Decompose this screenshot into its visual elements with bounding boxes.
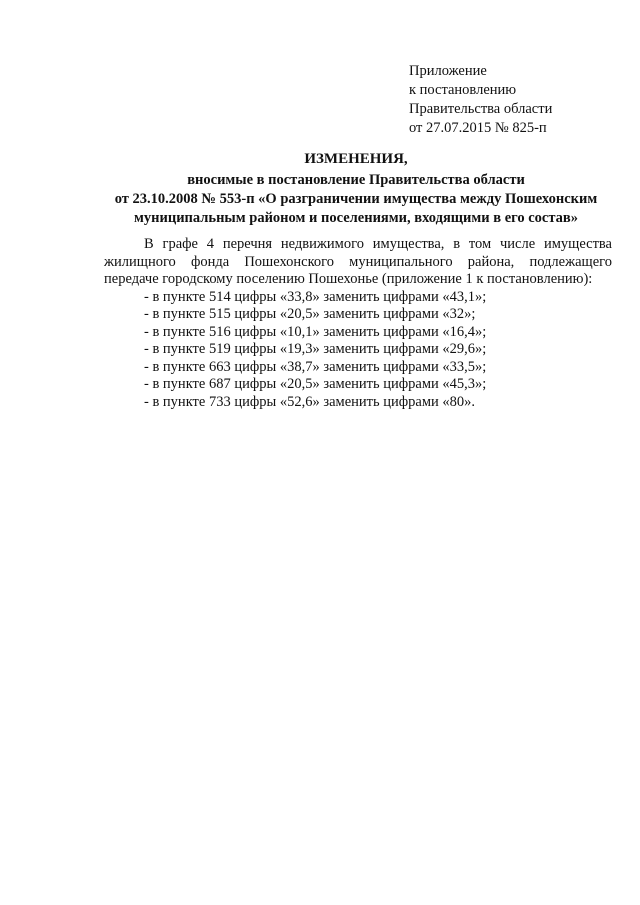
annex-block [409, 62, 552, 138]
document-title: ИЗМЕНЕНИЯ, [304, 151, 408, 167]
annex-line: к постановлению [409, 82, 517, 98]
heading-line: от 23.10.2008 № 553-п «О разграничении имущества между Пошехонским [114, 191, 598, 207]
list-item: - в пункте 687 цифры «20,5» заменить цифрами «45,3»; [144, 376, 487, 392]
document-heading [96, 150, 616, 228]
heading-line: вносимые в постановление Правительства области [187, 172, 525, 188]
list-item: - в пункте 515 цифры «20,5» заменить цифрами «32»; [144, 306, 476, 322]
list-item: - в пункте 514 цифры «33,8» заменить цифрами «43,1»; [144, 288, 487, 305]
list-item: - в пункте 519 цифры «19,3» заменить цифрами «29,6»; [144, 341, 487, 357]
changes-list [104, 289, 612, 412]
annex-date-number: от 27.07.2015 № 825-п [409, 120, 547, 136]
list-item: - в пункте 733 цифры «52,6» заменить цифрами «80». [144, 393, 476, 410]
annex-line: Правительства области [409, 101, 553, 117]
list-item: - в пункте 516 цифры «10,1» заменить цифрами «16,4»; [144, 323, 487, 340]
list-item: - в пункте 663 цифры «38,7» заменить цифрами «33,5»; [144, 358, 487, 375]
document-body [104, 236, 612, 411]
heading-line: муниципальным районом и поселениями, входящими в его состав» [134, 210, 578, 226]
intro-paragraph: В графе 4 перечня недвижимого имущества, в том числе имущества жилищного фонда Пошехонского муниципального района, подлежащего передаче городскому поселению Пошехонье (приложение 1 к постановлению): [104, 236, 612, 287]
annex-line: Приложение [409, 63, 487, 79]
